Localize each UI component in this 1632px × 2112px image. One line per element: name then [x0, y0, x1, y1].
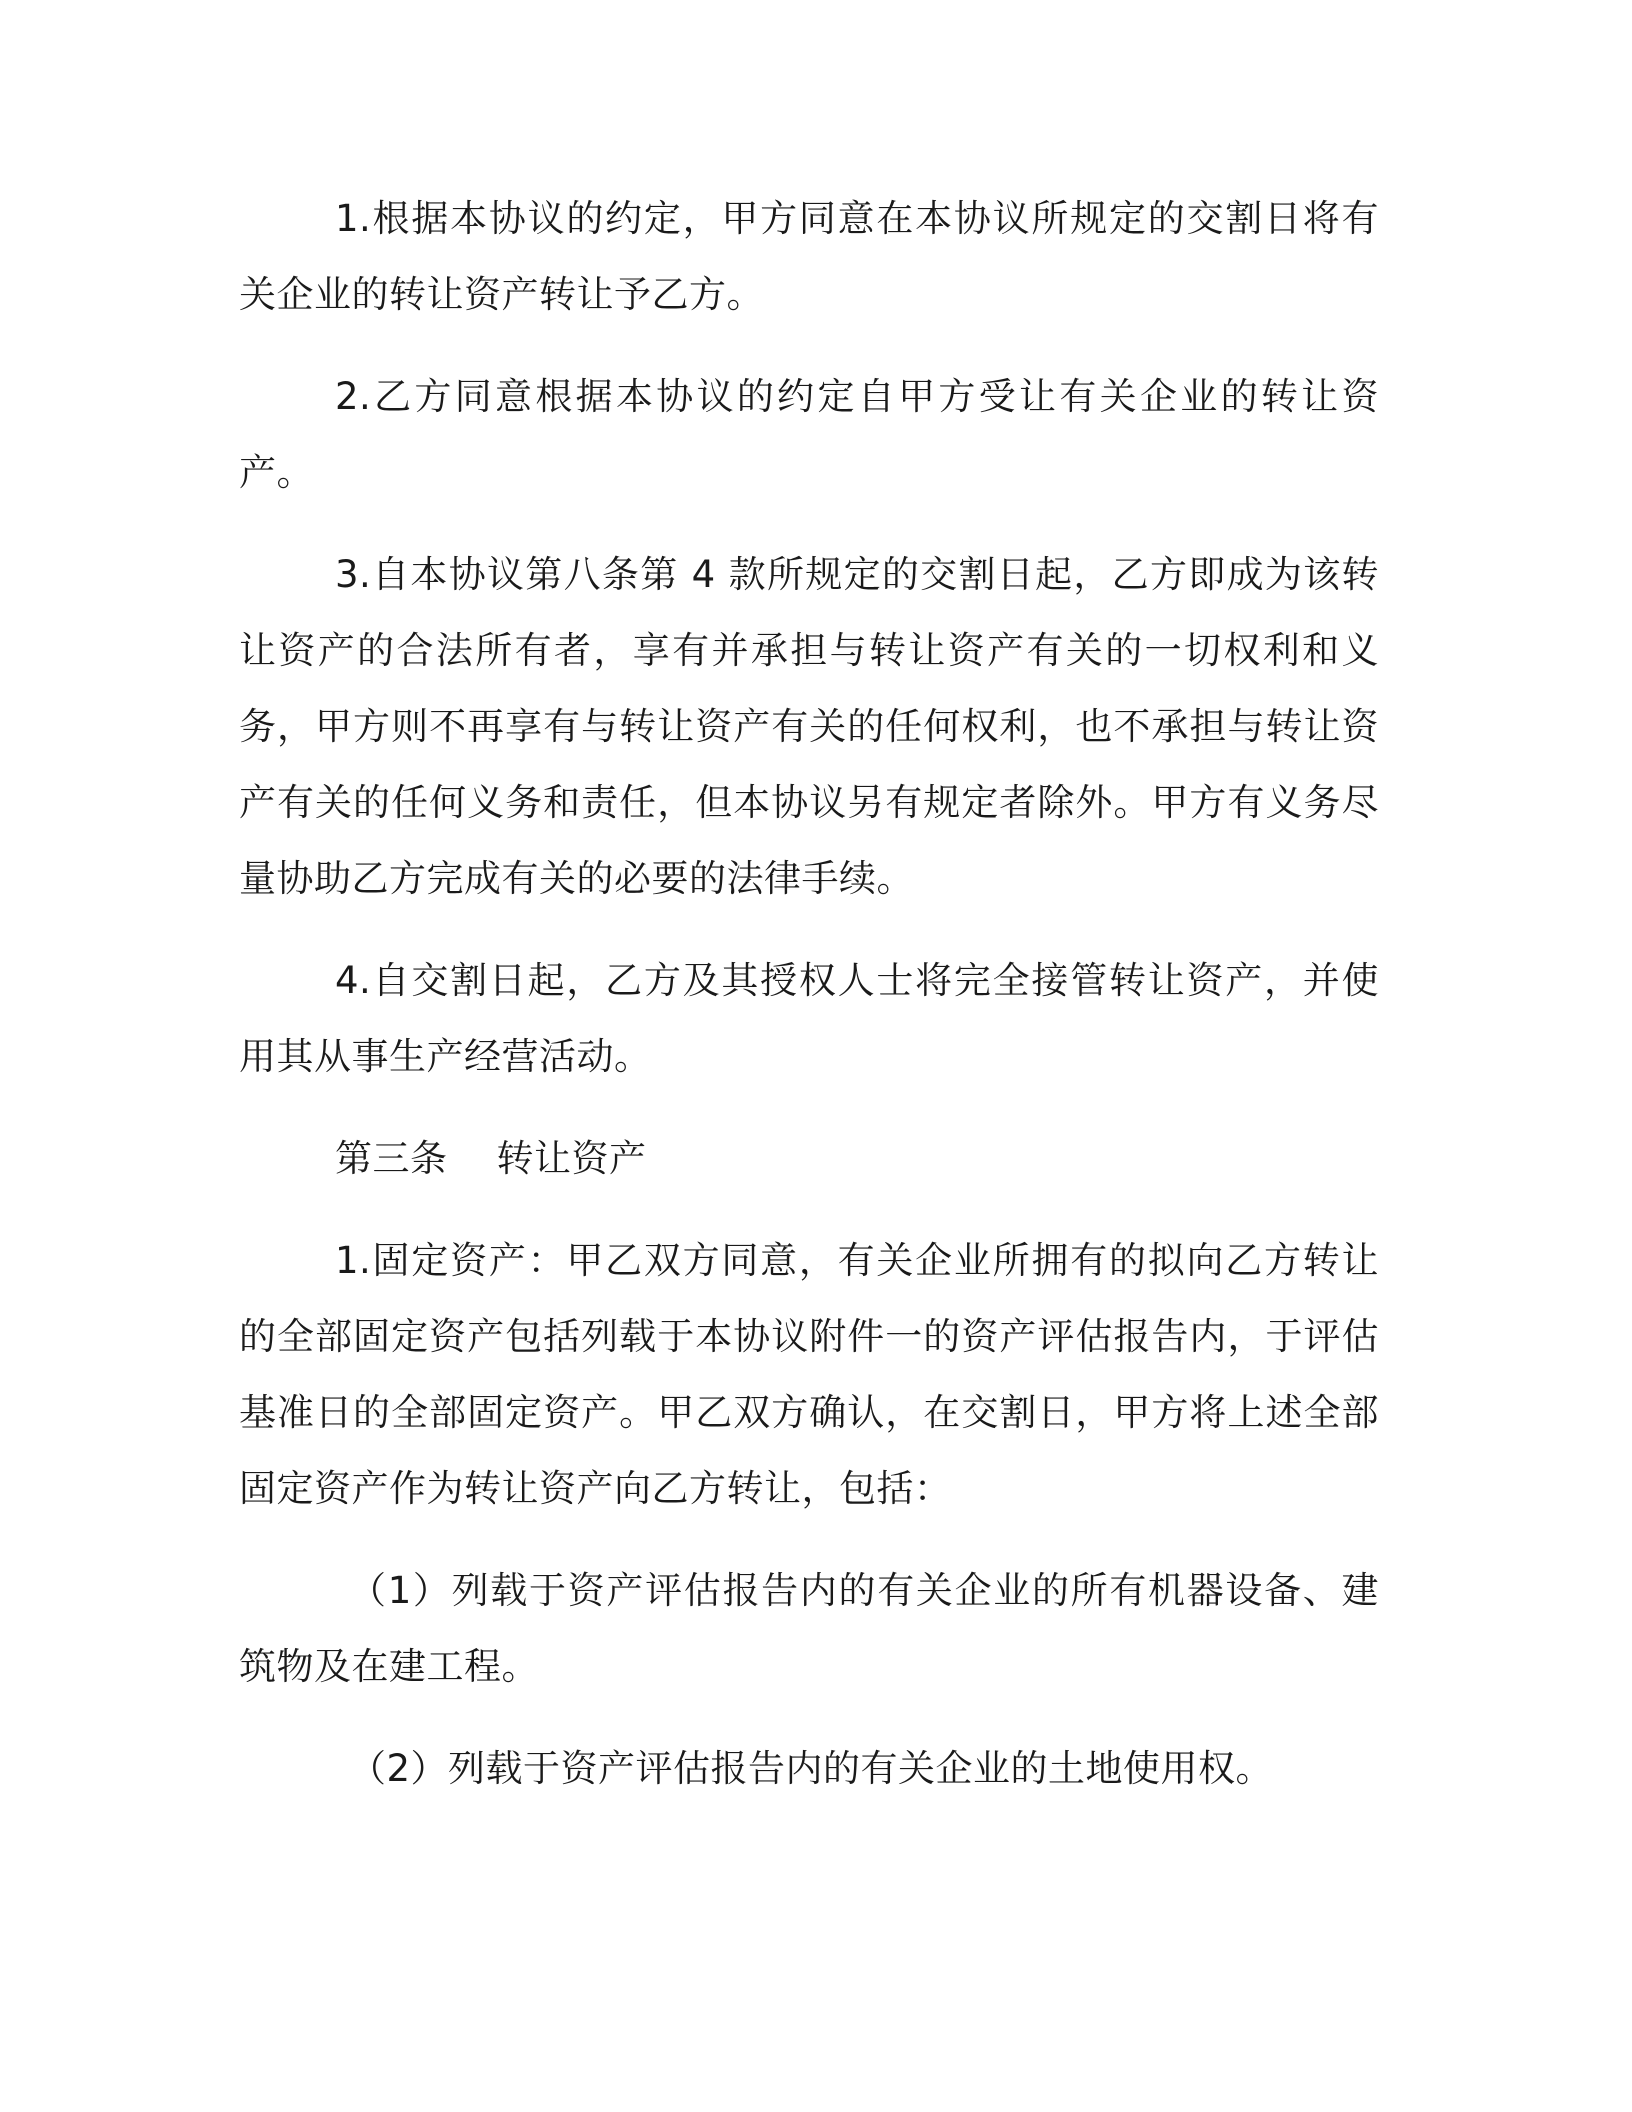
paragraph-3: 3.自本协议第八条第 4 款所规定的交割日起，乙方即成为该转让资产的合法所有者，享有并承担与转让资产有关的一切权利和义务，甲方则不再享有与转让资产有关的任何权利，也不承担与转让资产有关的任何义务和责任，但本协议另有规定者除外。甲方有义务尽量协助乙方完成有关的必要的法律手续。 [239, 553, 1379, 900]
sub-item-1: （1）列载于资产评估报告内的有关企业的所有机器设备、建筑物及在建工程。 [239, 1569, 1379, 1688]
sub-item-2: （2）列载于资产评估报告内的有关企业的土地使用权。 [349, 1747, 1274, 1790]
paragraph-2: 2.乙方同意根据本协议的约定自甲方受让有关企业的转让资产。 [239, 375, 1379, 494]
document-body [239, 181, 1379, 1833]
paragraph-4: 4.自交割日起，乙方及其授权人士将完全接管转让资产，并使用其从事生产经营活动。 [239, 959, 1379, 1078]
paragraph-1: 1.根据本协议的约定，甲方同意在本协议所规定的交割日将有关企业的转让资产转让予乙方。 [239, 197, 1379, 316]
section-paragraph-1: 1.固定资产：甲乙双方同意，有关企业所拥有的拟向乙方转让的全部固定资产包括列载于本协议附件一的资产评估报告内，于评估基准日的全部固定资产。甲乙双方确认，在交割日，甲方将上述全部固定资产作为转让资产向乙方转让，包括： [239, 1239, 1379, 1510]
section-heading: 第三条 转让资产 [335, 1137, 647, 1180]
